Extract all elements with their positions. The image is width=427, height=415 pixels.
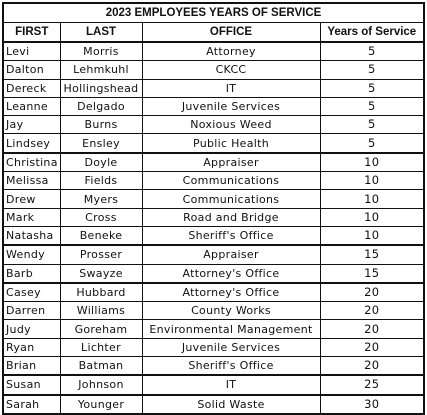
first-name-cell: Casey xyxy=(3,283,60,302)
years-cell: 20 xyxy=(320,283,424,302)
years-cell: 10 xyxy=(320,153,424,172)
years-cell: 20 xyxy=(320,357,424,376)
last-name-cell: Lehmkuhl xyxy=(60,61,142,79)
table-row xyxy=(3,264,424,283)
table-row xyxy=(3,302,424,320)
first-name-cell: Ryan xyxy=(3,338,60,356)
years-cell: 25 xyxy=(320,375,424,394)
last-name-cell: Myers xyxy=(60,190,142,208)
last-name-cell: Delgado xyxy=(60,97,142,115)
last-name-cell: Doyle xyxy=(60,153,142,172)
last-name-cell: Hubbard xyxy=(60,283,142,302)
office-cell: Environmental Management xyxy=(142,320,320,338)
first-name-cell: Christina xyxy=(3,153,60,172)
table-row xyxy=(3,116,424,134)
office-cell: Noxious Weed xyxy=(142,116,320,134)
table-row xyxy=(3,153,424,172)
header-row xyxy=(3,23,424,43)
office-cell: Juvenile Services xyxy=(142,338,320,356)
office-cell: Attorney's Office xyxy=(142,283,320,302)
first-name-cell: Levi xyxy=(3,42,60,61)
last-name-cell: Johnson xyxy=(60,375,142,394)
first-name-cell: Melissa xyxy=(3,172,60,190)
table-row xyxy=(3,61,424,79)
table-row xyxy=(3,357,424,376)
office-cell: Road and Bridge xyxy=(142,208,320,226)
first-name-cell: Judy xyxy=(3,320,60,338)
years-cell: 10 xyxy=(320,190,424,208)
last-name-cell: Beneke xyxy=(60,226,142,245)
last-name-cell: Swayze xyxy=(60,264,142,283)
table-row xyxy=(3,190,424,208)
table-row xyxy=(3,79,424,97)
office-cell: Attorney xyxy=(142,42,320,61)
table-row xyxy=(3,208,424,226)
office-cell: Public Health xyxy=(142,134,320,153)
first-name-cell: Drew xyxy=(3,190,60,208)
first-name-cell: Barb xyxy=(3,264,60,283)
last-name-cell: Morris xyxy=(60,42,142,61)
office-cell: Sheriff's Office xyxy=(142,226,320,245)
years-cell: 10 xyxy=(320,172,424,190)
years-cell: 5 xyxy=(320,97,424,115)
first-name-cell: Brian xyxy=(3,357,60,376)
office-cell: Communications xyxy=(142,190,320,208)
office-cell: Juvenile Services xyxy=(142,97,320,115)
office-cell: Sheriff's Office xyxy=(142,357,320,376)
last-name-cell: Goreham xyxy=(60,320,142,338)
years-cell: 5 xyxy=(320,79,424,97)
office-cell: Solid Waste xyxy=(142,395,320,414)
years-cell: 20 xyxy=(320,320,424,338)
years-cell: 5 xyxy=(320,116,424,134)
last-name-cell: Fields xyxy=(60,172,142,190)
office-cell: IT xyxy=(142,79,320,97)
last-name-cell: Williams xyxy=(60,302,142,320)
office-cell: Appraiser xyxy=(142,245,320,264)
first-name-cell: Sarah xyxy=(3,395,60,414)
years-cell: 15 xyxy=(320,264,424,283)
years-cell: 5 xyxy=(320,42,424,61)
table-row xyxy=(3,375,424,394)
header-years: Years of Service xyxy=(320,23,424,43)
header-first: FIRST xyxy=(3,23,60,43)
table-row xyxy=(3,226,424,245)
table-row xyxy=(3,283,424,302)
first-name-cell: Dalton xyxy=(3,61,60,79)
years-cell: 15 xyxy=(320,245,424,264)
last-name-cell: Burns xyxy=(60,116,142,134)
table-row xyxy=(3,172,424,190)
table-row xyxy=(3,395,424,414)
last-name-cell: Hollingshead xyxy=(60,79,142,97)
office-cell: Appraiser xyxy=(142,153,320,172)
office-cell: IT xyxy=(142,375,320,394)
office-cell: County Works xyxy=(142,302,320,320)
office-cell: Attorney's Office xyxy=(142,264,320,283)
table-row xyxy=(3,134,424,153)
office-cell: CKCC xyxy=(142,61,320,79)
first-name-cell: Wendy xyxy=(3,245,60,264)
header-last: LAST xyxy=(60,23,142,43)
table-row xyxy=(3,42,424,61)
table-row xyxy=(3,320,424,338)
first-name-cell: Darren xyxy=(3,302,60,320)
first-name-cell: Jay xyxy=(3,116,60,134)
last-name-cell: Lichter xyxy=(60,338,142,356)
office-cell: Communications xyxy=(142,172,320,190)
first-name-cell: Mark xyxy=(3,208,60,226)
table-row xyxy=(3,245,424,264)
first-name-cell: Natasha xyxy=(3,226,60,245)
years-cell: 30 xyxy=(320,395,424,414)
first-name-cell: Lindsey xyxy=(3,134,60,153)
table-title: 2023 EMPLOYEES YEARS OF SERVICE xyxy=(3,3,424,23)
years-cell: 10 xyxy=(320,226,424,245)
years-cell: 5 xyxy=(320,61,424,79)
last-name-cell: Ensley xyxy=(60,134,142,153)
header-office: OFFICE xyxy=(142,23,320,43)
last-name-cell: Cross xyxy=(60,208,142,226)
table-row xyxy=(3,338,424,356)
years-cell: 20 xyxy=(320,302,424,320)
last-name-cell: Batman xyxy=(60,357,142,376)
table-row xyxy=(3,97,424,115)
years-cell: 10 xyxy=(320,208,424,226)
last-name-cell: Prosser xyxy=(60,245,142,264)
last-name-cell: Younger xyxy=(60,395,142,414)
years-cell: 20 xyxy=(320,338,424,356)
first-name-cell: Leanne xyxy=(3,97,60,115)
first-name-cell: Dereck xyxy=(3,79,60,97)
employees-service-table xyxy=(2,2,425,415)
first-name-cell: Susan xyxy=(3,375,60,394)
years-cell: 5 xyxy=(320,134,424,153)
